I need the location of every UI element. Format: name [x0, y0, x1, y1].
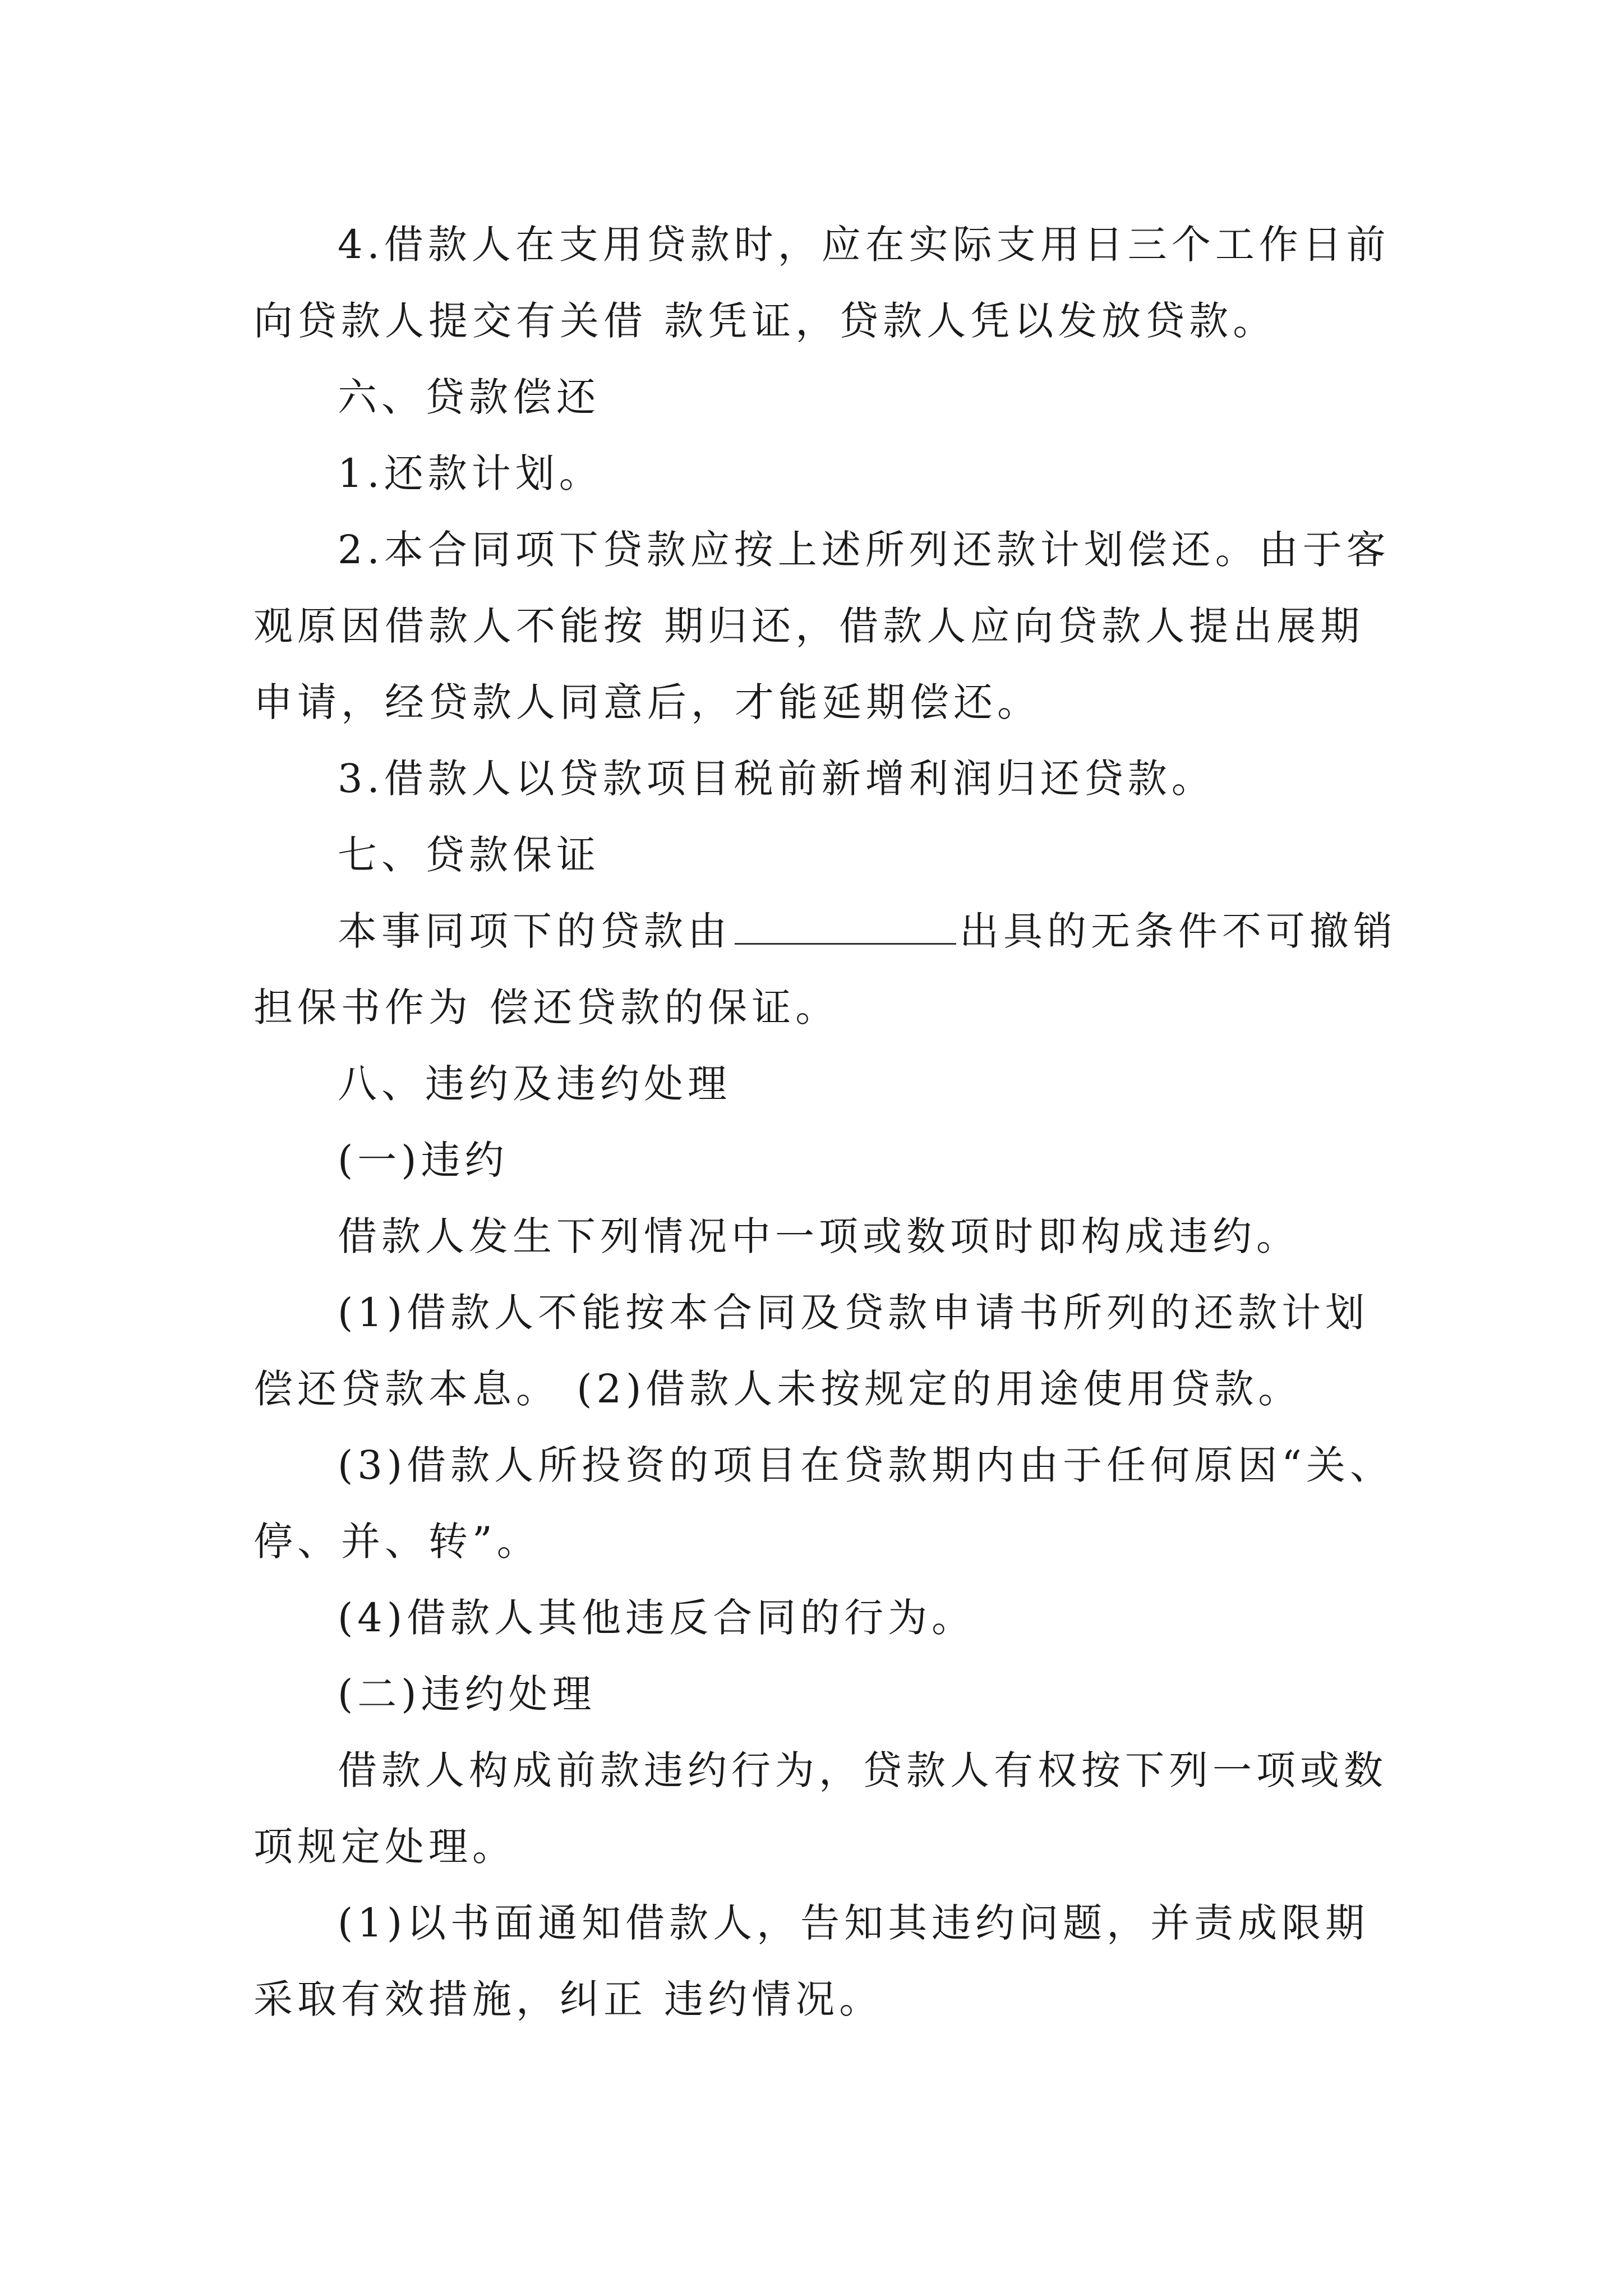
subsection-heading: (二)违约处理 — [338, 1671, 596, 1717]
section-heading: 六、贷款偿还 — [338, 374, 600, 420]
heading-loan-guarantee — [253, 817, 1409, 893]
section-heading: 八、违约及违约处理 — [338, 1061, 731, 1107]
fill-in-blank — [735, 941, 956, 945]
text-segment: 出具的无条件不可撤销 — [960, 908, 1397, 954]
text-line: (4)借款人其他违反合同的行为。 — [338, 1595, 976, 1641]
text-line: 2.本合同项下贷款应按上述所列还款计划偿还。由于客 — [338, 527, 1390, 573]
subheading-default-handling — [253, 1656, 1409, 1732]
text-line: 担保书作为 偿还贷款的保证。 — [253, 984, 840, 1030]
text-line: 观原因借款人不能按 期归还，借款人应向贷款人提出展期 — [253, 603, 1364, 649]
heading-default — [253, 1046, 1409, 1122]
text-line — [253, 893, 1409, 969]
text-line: 3.借款人以贷款项目税前新增利润归还贷款。 — [338, 756, 1215, 802]
paragraph-guarantee — [253, 893, 1409, 1046]
paragraph-repayment-extension — [253, 512, 1409, 740]
paragraph-handling-1 — [253, 1885, 1409, 2037]
text-line: 偿还贷款本息。 (2)借款人未按规定的用途使用贷款。 — [253, 1366, 1302, 1412]
text-line: 停、并、转”。 — [253, 1519, 541, 1565]
text-line: (1)以书面通知借款人，告知其违约问题，并责成限期 — [338, 1900, 1370, 1946]
paragraph-default-3 — [253, 1427, 1409, 1580]
text-line: 借款人构成前款违约行为，贷款人有权按下列一项或数 — [338, 1747, 1387, 1793]
subsection-heading: (一)违约 — [338, 1137, 509, 1183]
subheading-default — [253, 1122, 1409, 1198]
text-line: 1.还款计划。 — [338, 450, 603, 496]
paragraph-handling-intro — [253, 1732, 1409, 1885]
text-line: 采取有效措施，纠正 违约情况。 — [253, 1976, 883, 2022]
text-line: 4.借款人在支用贷款时，应在实际支用日三个工作日前 — [338, 222, 1390, 268]
text-line: (1)借款人不能按本合同及贷款申请书所列的还款计划 — [338, 1290, 1370, 1336]
section-heading: 七、贷款保证 — [338, 832, 600, 878]
text-segment: 本事同项下的贷款由 — [338, 908, 731, 954]
paragraph-default-intro — [253, 1198, 1409, 1274]
text-line: 申请，经贷款人同意后，才能延期偿还。 — [253, 679, 1041, 725]
text-line: 借款人发生下列情况中一项或数项时即构成违约。 — [338, 1213, 1300, 1259]
paragraph-default-1-2 — [253, 1274, 1409, 1427]
paragraph-repayment-source — [253, 740, 1409, 817]
text-line: 向贷款人提交有关借 款凭证，贷款人凭以发放贷款。 — [253, 298, 1277, 344]
heading-loan-repayment — [253, 359, 1409, 435]
text-line: 项规定处理。 — [253, 1824, 516, 1870]
text-line: (3)借款人所投资的项目在贷款期内由于任何原因“关、 — [338, 1442, 1394, 1488]
paragraph-default-4 — [253, 1580, 1409, 1656]
paragraph-loan-drawdown — [253, 206, 1409, 359]
paragraph-repayment-plan — [253, 435, 1409, 512]
